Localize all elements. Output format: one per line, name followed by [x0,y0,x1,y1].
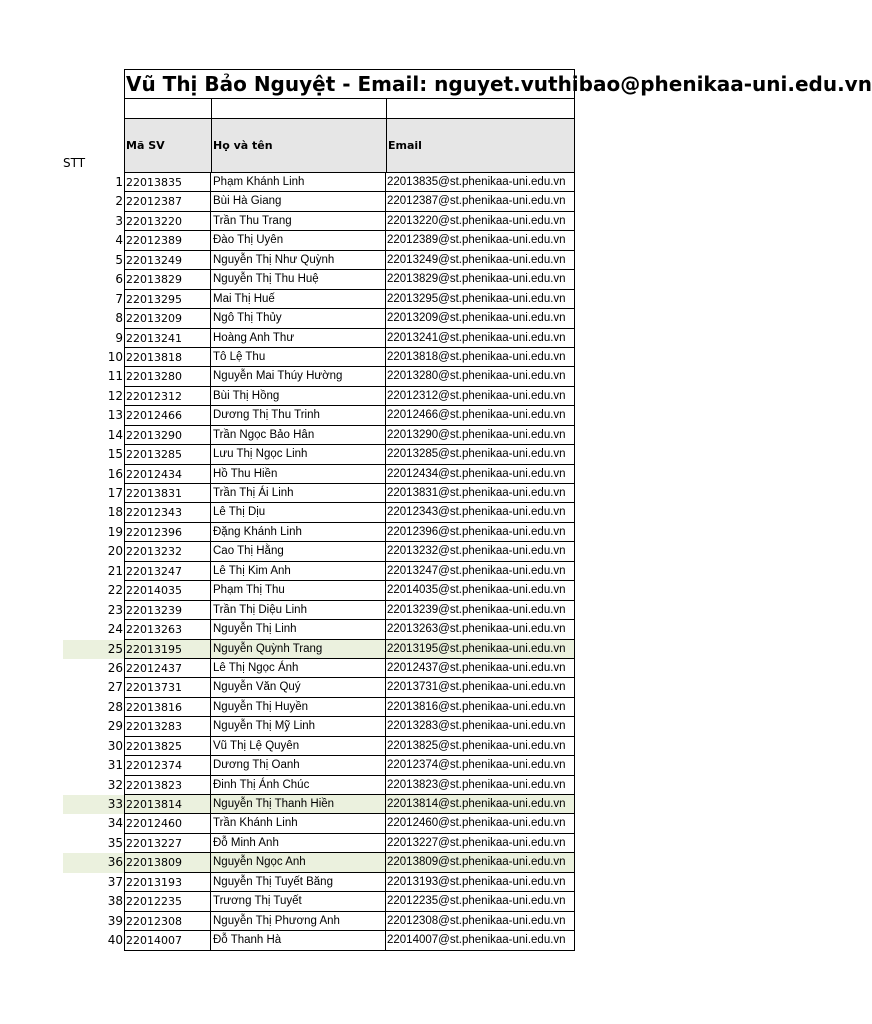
cell-email[interactable]: 22012387@st.phenikaa-uni.edu.vn [385,192,575,211]
cell-ho-ten[interactable]: Lê Thị Dịu [210,503,385,522]
row-number: 32 [107,777,123,792]
table-row [63,192,575,211]
cell-ma-sv[interactable]: 22013283 [124,717,210,736]
cell-ho-ten[interactable]: Phạm Thị Thu [210,581,385,600]
cell-email[interactable]: 22012434@st.phenikaa-uni.edu.vn [385,465,575,484]
table-row [63,659,575,678]
cell-ho-ten[interactable]: Trần Thị Diệu Linh [210,601,385,620]
row-number: 31 [107,758,123,773]
stt-header: STT [63,156,86,170]
cell-email[interactable]: 22013818@st.phenikaa-uni.edu.vn [385,348,575,367]
table-row [63,406,575,425]
cell-email[interactable]: 22012389@st.phenikaa-uni.edu.vn [385,231,575,250]
cell-email[interactable]: 22013814@st.phenikaa-uni.edu.vn [385,795,575,814]
cell-ho-ten[interactable]: Trần Thị Ái Linh [210,484,385,503]
cell-ho-ten[interactable]: Đỗ Thanh Hà [210,931,385,950]
cell-ma-sv[interactable]: 22013285 [124,445,210,464]
cell-ma-sv[interactable]: 22013818 [124,348,210,367]
cell-email[interactable]: 22012437@st.phenikaa-uni.edu.vn [385,659,575,678]
table-row [63,853,575,872]
table-row [63,465,575,484]
table-row [63,290,575,309]
table-row [63,795,575,814]
cell-ma-sv[interactable]: 22013816 [124,698,210,717]
table-row [63,776,575,795]
cell-ma-sv[interactable]: 22013193 [124,873,210,892]
row-number: 34 [107,816,123,831]
cell-ho-ten[interactable]: Phạm Khánh Linh [210,173,385,192]
cell-ma-sv[interactable]: 22013232 [124,542,210,561]
cell-ma-sv[interactable]: 22013835 [124,173,210,192]
cell-email[interactable]: 22012460@st.phenikaa-uni.edu.vn [385,814,575,833]
cell-ho-ten[interactable]: Bùi Thị Hồng [210,387,385,406]
table-row [63,717,575,736]
cell-ma-sv[interactable]: 22013825 [124,737,210,756]
cell-email[interactable]: 22013193@st.phenikaa-uni.edu.vn [385,873,575,892]
cell-email[interactable]: 22013195@st.phenikaa-uni.edu.vn [385,640,575,659]
student-table [63,173,575,951]
cell-ma-sv[interactable]: 22012387 [124,192,210,211]
cell-ho-ten[interactable]: Nguyễn Thị Thu Huệ [210,270,385,289]
cell-ho-ten[interactable]: Tô Lệ Thu [210,348,385,367]
table-row [63,912,575,931]
cell-ho-ten[interactable]: Đặng Khánh Linh [210,523,385,542]
cell-ma-sv[interactable]: 22012437 [124,659,210,678]
cell-ma-sv[interactable]: 22013220 [124,212,210,231]
cell-ho-ten[interactable]: Trần Khánh Linh [210,814,385,833]
cell-ma-sv[interactable]: 22013295 [124,290,210,309]
cell-ho-ten[interactable]: Lê Thị Ngọc Ánh [210,659,385,678]
column-divider [386,99,387,119]
cell-email[interactable]: 22013295@st.phenikaa-uni.edu.vn [385,290,575,309]
cell-ho-ten[interactable]: Cao Thị Hằng [210,542,385,561]
cell-ho-ten[interactable]: Đào Thị Uyên [210,231,385,250]
table-row [63,173,575,192]
cell-ma-sv[interactable]: 22013195 [124,640,210,659]
cell-email[interactable]: 22013831@st.phenikaa-uni.edu.vn [385,484,575,503]
cell-ho-ten[interactable]: Nguyễn Thị Mỹ Linh [210,717,385,736]
header-ho-ten[interactable]: Họ và tên [211,119,386,172]
cell-ma-sv[interactable]: 22013831 [124,484,210,503]
row-number: 14 [107,427,123,442]
cell-ho-ten[interactable]: Nguyễn Ngọc Anh [210,853,385,872]
row-number: 4 [115,233,123,248]
cell-ma-sv[interactable]: 22013809 [124,853,210,872]
table-row [63,387,575,406]
cell-email[interactable]: 22014035@st.phenikaa-uni.edu.vn [385,581,575,600]
header-email[interactable]: Email [386,119,574,172]
cell-ho-ten[interactable]: Dương Thị Thu Trinh [210,406,385,425]
row-number: 29 [107,719,123,734]
cell-email[interactable]: 22012308@st.phenikaa-uni.edu.vn [385,912,575,931]
table-row [63,503,575,522]
cell-email[interactable]: 22012374@st.phenikaa-uni.edu.vn [385,756,575,775]
cell-ma-sv[interactable]: 22012312 [124,387,210,406]
cell-ma-sv[interactable]: 22012466 [124,406,210,425]
row-number: 8 [115,311,123,326]
cell-email[interactable]: 22013823@st.phenikaa-uni.edu.vn [385,776,575,795]
table-row [63,620,575,639]
table-row [63,270,575,289]
cell-ho-ten[interactable]: Nguyễn Mai Thúy Hường [210,367,385,386]
cell-ma-sv[interactable]: 22013247 [124,562,210,581]
table-row [63,212,575,231]
row-number: 23 [107,602,123,617]
row-number: 9 [115,330,123,345]
row-number: 37 [107,874,123,889]
cell-ma-sv[interactable]: 22013731 [124,678,210,697]
row-number: 18 [107,505,123,520]
cell-ho-ten[interactable]: Bùi Hà Giang [210,192,385,211]
cell-ma-sv[interactable]: 22012374 [124,756,210,775]
cell-email[interactable]: 22013809@st.phenikaa-uni.edu.vn [385,853,575,872]
table-row [63,678,575,697]
table-row [63,329,575,348]
cell-ma-sv[interactable]: 22013814 [124,795,210,814]
cell-email[interactable]: 22013239@st.phenikaa-uni.edu.vn [385,601,575,620]
cell-ho-ten[interactable]: Ngô Thị Thủy [210,309,385,328]
cell-ma-sv[interactable]: 22013290 [124,426,210,445]
cell-ho-ten[interactable]: Lưu Thị Ngọc Linh [210,445,385,464]
table-row [63,640,575,659]
table-row [63,562,575,581]
table-row [63,542,575,561]
cell-email[interactable]: 22013731@st.phenikaa-uni.edu.vn [385,678,575,697]
cell-email[interactable]: 22013835@st.phenikaa-uni.edu.vn [385,173,575,192]
cell-email[interactable]: 22012396@st.phenikaa-uni.edu.vn [385,523,575,542]
row-number: 27 [107,680,123,695]
cell-ma-sv[interactable]: 22012460 [124,814,210,833]
cell-email[interactable]: 22013825@st.phenikaa-uni.edu.vn [385,737,575,756]
cell-email[interactable]: 22013241@st.phenikaa-uni.edu.vn [385,329,575,348]
cell-ma-sv[interactable]: 22012235 [124,892,210,911]
cell-ho-ten[interactable]: Nguyễn Thị Phương Anh [210,912,385,931]
cell-email[interactable]: 22013290@st.phenikaa-uni.edu.vn [385,426,575,445]
cell-email[interactable]: 22013280@st.phenikaa-uni.edu.vn [385,367,575,386]
table-row [63,251,575,270]
cell-ma-sv[interactable]: 22013209 [124,309,210,328]
row-number: 21 [107,563,123,578]
cell-ma-sv[interactable]: 22012389 [124,231,210,250]
cell-ma-sv[interactable]: 22013829 [124,270,210,289]
cell-ho-ten[interactable]: Nguyễn Thị Tuyết Băng [210,873,385,892]
cell-ma-sv[interactable]: 22013823 [124,776,210,795]
cell-email[interactable]: 22012235@st.phenikaa-uni.edu.vn [385,892,575,911]
cell-email[interactable]: 22013232@st.phenikaa-uni.edu.vn [385,542,575,561]
row-number: 38 [107,894,123,909]
row-number: 35 [107,835,123,850]
row-number: 24 [107,622,123,637]
header-ma-sv[interactable]: Mã SV [126,139,165,152]
row-number: 11 [107,369,123,384]
table-row [63,873,575,892]
cell-ho-ten[interactable]: Đinh Thị Ánh Chúc [210,776,385,795]
row-number: 19 [107,524,123,539]
table-row [63,698,575,717]
cell-ho-ten[interactable]: Nguyễn Thị Linh [210,620,385,639]
cell-ma-sv[interactable]: 22014007 [124,931,210,950]
row-number: 26 [107,660,123,675]
table-row [63,931,575,950]
row-number: 22 [107,583,123,598]
row-number: 20 [107,544,123,559]
column-divider [211,99,212,119]
cell-ho-ten[interactable]: Nguyễn Thị Như Quỳnh [210,251,385,270]
cell-email[interactable]: 22012466@st.phenikaa-uni.edu.vn [385,406,575,425]
cell-ma-sv[interactable]: 22013263 [124,620,210,639]
cell-email[interactable]: 22013247@st.phenikaa-uni.edu.vn [385,562,575,581]
table-row [63,814,575,833]
table-row [63,892,575,911]
row-number: 3 [115,213,123,228]
table-row [63,426,575,445]
cell-ho-ten[interactable]: Trần Ngọc Bảo Hân [210,426,385,445]
cell-ho-ten[interactable]: Dương Thị Oanh [210,756,385,775]
cell-email[interactable]: 22012343@st.phenikaa-uni.edu.vn [385,503,575,522]
cell-ho-ten[interactable]: Nguyễn Thị Thanh Hiền [210,795,385,814]
cell-ma-sv[interactable]: 22013249 [124,251,210,270]
cell-email[interactable]: 22013816@st.phenikaa-uni.edu.vn [385,698,575,717]
row-number: 13 [107,408,123,423]
table-row [63,756,575,775]
cell-ma-sv[interactable]: 22013239 [124,601,210,620]
table-row [63,601,575,620]
cell-ma-sv[interactable]: 22012434 [124,465,210,484]
table-row [63,523,575,542]
table-row [63,445,575,464]
cell-email[interactable]: 22013285@st.phenikaa-uni.edu.vn [385,445,575,464]
row-number: 12 [107,388,123,403]
cell-email[interactable]: 22013249@st.phenikaa-uni.edu.vn [385,251,575,270]
row-number: 2 [115,194,123,209]
row-number: 10 [107,349,123,364]
cell-ho-ten[interactable]: Hồ Thu Hiền [210,465,385,484]
table-row [63,348,575,367]
row-number: 33 [107,797,123,811]
cell-ma-sv[interactable]: 22013227 [124,834,210,853]
cell-email[interactable]: 22013829@st.phenikaa-uni.edu.vn [385,270,575,289]
table-row [63,231,575,250]
cell-ho-ten[interactable]: Trương Thị Tuyết [210,892,385,911]
cell-ma-sv[interactable]: 22013280 [124,367,210,386]
row-number: 40 [107,933,123,948]
cell-ho-ten[interactable]: Hoàng Anh Thư [210,329,385,348]
table-row [63,309,575,328]
cell-ho-ten[interactable]: Lê Thị Kim Anh [210,562,385,581]
row-number: 7 [115,291,123,306]
cell-ma-sv[interactable]: 22013241 [124,329,210,348]
sheet-title[interactable]: Vũ Thị Bảo Nguyệt - Email: nguyet.vuthibao@phenikaa-uni.edu.vn [124,69,575,99]
row-number: 39 [107,913,123,928]
table-row [63,737,575,756]
row-number: 5 [115,252,123,267]
cell-email[interactable]: 22013209@st.phenikaa-uni.edu.vn [385,309,575,328]
row-number: 30 [107,738,123,753]
cell-email[interactable]: 22013220@st.phenikaa-uni.edu.vn [385,212,575,231]
cell-ma-sv[interactable]: 22012343 [124,503,210,522]
row-number: 36 [107,855,123,870]
table-row [63,834,575,853]
row-number: 17 [107,486,123,500]
cell-ho-ten[interactable]: Nguyễn Văn Quý [210,678,385,697]
row-number: 16 [107,466,123,481]
row-number: 1 [115,175,123,189]
blank-row [124,99,575,119]
cell-ho-ten[interactable]: Nguyễn Thị Huyền [210,698,385,717]
cell-ma-sv[interactable]: 22014035 [124,581,210,600]
cell-ho-ten[interactable]: Trần Thu Trang [210,212,385,231]
cell-email[interactable]: 22014007@st.phenikaa-uni.edu.vn [385,931,575,950]
cell-email[interactable]: 22013227@st.phenikaa-uni.edu.vn [385,834,575,853]
row-number: 25 [107,641,123,656]
cell-ho-ten[interactable]: Nguyễn Quỳnh Trang [210,640,385,659]
cell-ma-sv[interactable]: 22012396 [124,523,210,542]
cell-email[interactable]: 22012312@st.phenikaa-uni.edu.vn [385,387,575,406]
cell-ho-ten[interactable]: Đỗ Minh Anh [210,834,385,853]
table-row [63,484,575,503]
table-row [63,367,575,386]
cell-ho-ten[interactable]: Mai Thị Huế [210,290,385,309]
row-number: 15 [107,447,123,462]
cell-email[interactable]: 22013283@st.phenikaa-uni.edu.vn [385,717,575,736]
cell-ma-sv[interactable]: 22012308 [124,912,210,931]
cell-email[interactable]: 22013263@st.phenikaa-uni.edu.vn [385,620,575,639]
table-row [63,581,575,600]
row-number: 28 [107,699,123,714]
cell-ho-ten[interactable]: Vũ Thị Lệ Quyên [210,737,385,756]
row-number: 6 [115,272,123,287]
table-header [124,118,575,173]
